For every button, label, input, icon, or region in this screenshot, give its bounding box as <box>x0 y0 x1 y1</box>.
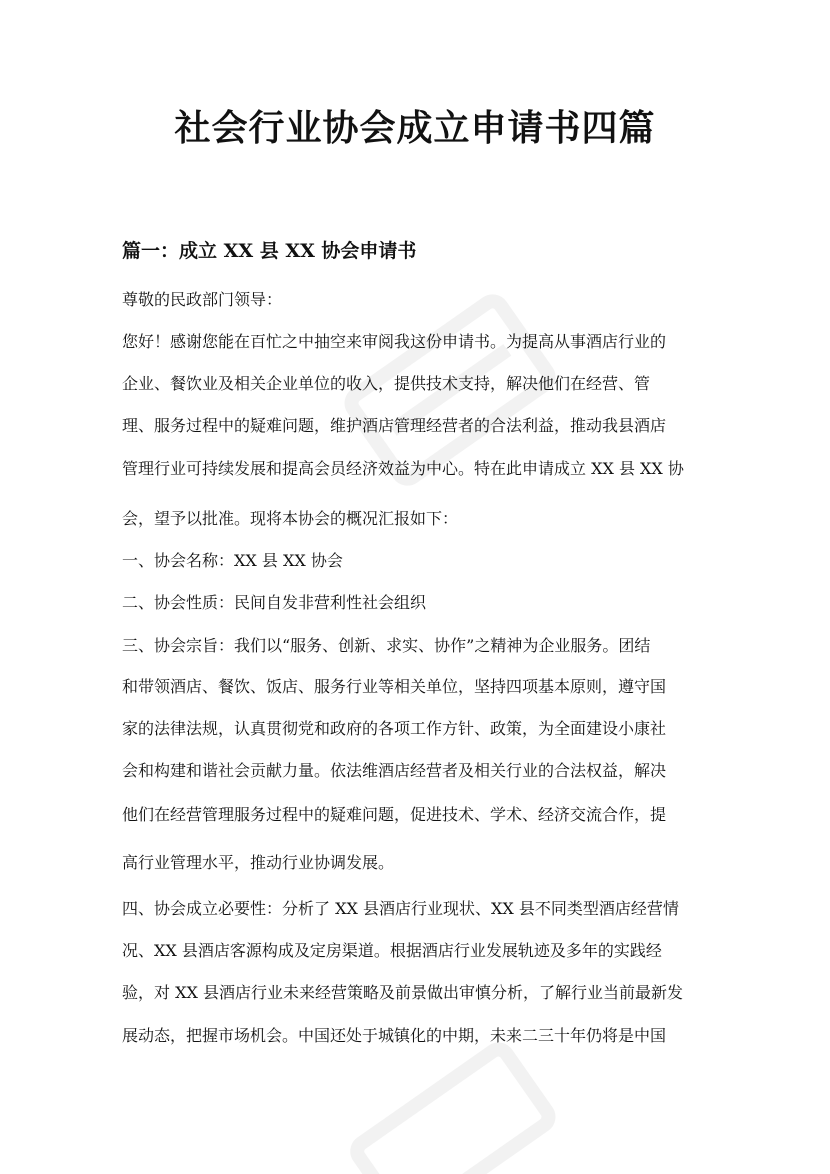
body-line: 高行业管理水平，推动行业协调发展。 <box>122 853 395 872</box>
document-title: 社会行业协会成立申请书四篇 <box>174 107 656 149</box>
body-line: 一、协会名称：XX 县 XX 协会 <box>122 551 343 570</box>
body-line: 他们在经营管理服务过程中的疑难问题，促进技术、学术、经济交流合作，提 <box>122 805 667 824</box>
body-line: 验，对 XX 县酒店行业未来经营策略及前景做出审慎分析，了解行业当前最新发 <box>122 983 683 1002</box>
watermark-graphic <box>320 1040 580 1174</box>
body-line: 三、协会宗旨：我们以“服务、创新、求实、协作”之精神为企业服务。团结 <box>122 636 651 655</box>
body-line: 管理行业可持续发展和提高会员经济效益为中心。特在此申请成立 XX 县 XX 协 <box>122 459 684 478</box>
body-line: 理、服务过程中的疑难问题，维护酒店管理经营者的合法利益，推动我县酒店 <box>122 416 667 435</box>
salutation-line: 尊敬的民政部门领导： <box>122 290 283 309</box>
section-heading: 篇一：成立 XX 县 XX 协会申请书 <box>122 240 417 262</box>
body-line: 家的法律法规，认真贯彻党和政府的各项工作方针、政策，为全面建设小康社 <box>122 719 667 738</box>
body-line: 企业、餐饮业及相关企业单位的收入，提供技术支持，解决他们在经营、管 <box>122 374 651 393</box>
body-line: 会，望予以批准。现将本协会的概况汇报如下： <box>122 509 459 528</box>
body-line: 和带领酒店、餐饮、饭店、服务行业等相关单位，坚持四项基本原则，遵守国 <box>122 677 667 696</box>
body-line: 会和构建和谐社会贡献力量。依法维酒店经营者及相关行业的合法权益，解决 <box>122 761 667 780</box>
body-line: 二、协会性质：民间自发非营利性社会组织 <box>122 593 427 612</box>
body-line: 四、协会成立必要性：分析了 XX 县酒店行业现状、XX 县不同类型酒店经营情 <box>122 899 679 918</box>
body-line: 况、XX 县酒店客源构成及定房渠道。根据酒店行业发展轨迹及多年的实践经 <box>122 941 662 960</box>
body-line: 展动态，把握市场机会。中国还处于城镇化的中期，未来二三十年仍将是中国 <box>122 1026 667 1045</box>
body-line: 您好！感谢您能在百忙之中抽空来审阅我这份申请书。为提高从事酒店行业的 <box>122 332 667 351</box>
